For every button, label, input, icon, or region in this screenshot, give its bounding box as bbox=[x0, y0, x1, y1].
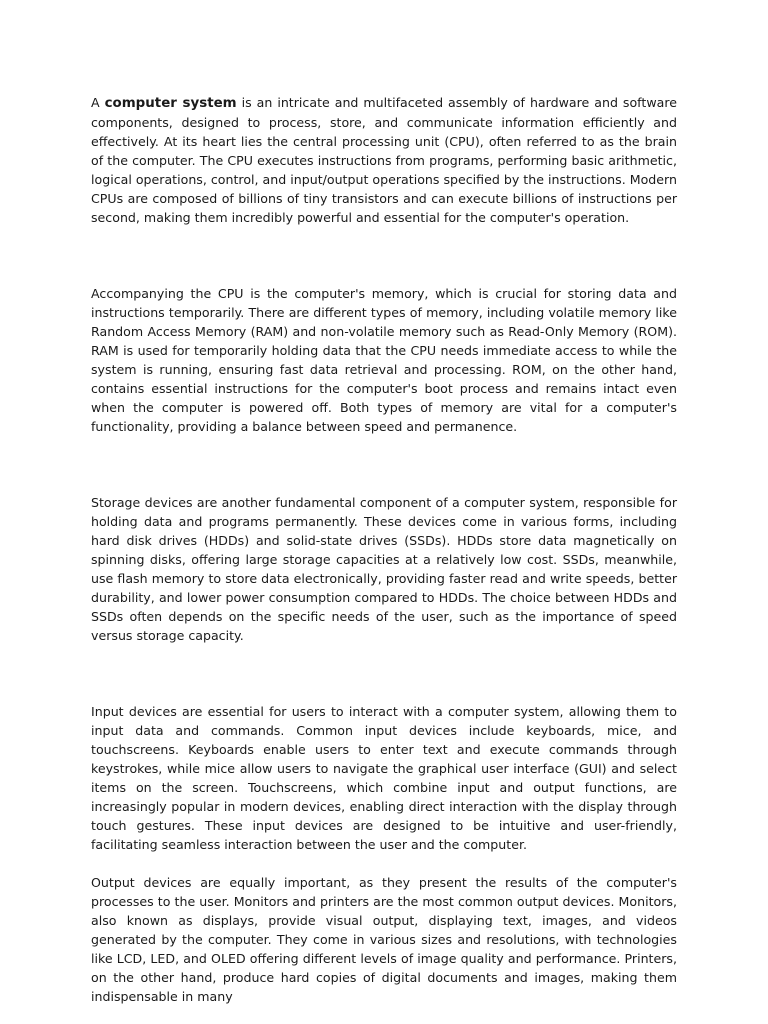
paragraph-input-devices: Input devices are essential for users to interact with a computer system, allowing them to input data and commands. Common input devices include keyboards, mice, and touchscreens. Keyboards enable users to enter text and execute commands through keystrokes, while mice allow users to navigate the graphical user interface (GUI) and select items on the screen. Touchscreens, which combine input and output functions, are increasingly popular in modern devices, enabling direct interaction with the display through touch gestures. These input devices are designed to be intuitive and user-friendly, facilitating seamless interaction between the user and the computer. bbox=[91, 704, 677, 852]
paragraph-memory: Accompanying the CPU is the computer's memory, which is crucial for storing data and instructions temporarily. There are different types of memory, including volatile memory like Random Access Memory (RAM) and non-volatile memory such as Read-Only Memory (ROM). RAM is used for temporarily holding data that the CPU needs immediate access to while the system is running, ensuring fast data retrieval and processing. ROM, on the other hand, contains essential instructions for the computer's boot process and remains intact even when the computer is powered off. Both types of memory are vital for a computer's functionality, providing a balance between speed and permanence. bbox=[91, 286, 677, 434]
paragraph-body: is an intricate and multifaceted assembly of hardware and software components, designed to process, store, and communicate information efficiently and effectively. At its heart lies the central processing unit (CPU), often referred to as the brain of the computer. The CPU executes instructions from programs, performing basic arithmetic, logical operations, control, and input/output operations specified by the instructions. Modern CPUs are composed of billions of tiny transistors and can execute billions of instructions per second, making them incredibly powerful and essential for the computer's operation. bbox=[91, 95, 677, 225]
paragraph-output-devices: Output devices are equally important, as they present the results of the computer's processes to the user. Monitors and printers are the most common output devices. Monitors, also known as displays, provide visual output, displaying text, images, and videos generated by the computer. They come in various sizes and resolutions, with technologies like LCD, LED, and OLED offering different levels of image quality and performance. Printers, on the other hand, produce hard copies of digital documents and images, making them indispensable in many bbox=[91, 875, 677, 1004]
paragraph-lead: A bbox=[91, 95, 105, 110]
paragraph-storage-devices: Storage devices are another fundamental component of a computer system, responsible for holding data and programs permanently. These devices come in various forms, including hard disk drives (HDDs) and solid-state drives (SSDs). HDDs store data magnetically on spinning disks, offering large storage capacities at a relatively low cost. SSDs, meanwhile, use flash memory to store data electronically, providing faster read and write speeds, better durability, and lower power consumption compared to HDDs. The choice between HDDs and SSDs often depends on the specific needs of the user, such as the importance of speed versus storage capacity. bbox=[91, 495, 677, 643]
document-page bbox=[91, 93, 677, 1006]
paragraph-computer-system bbox=[91, 93, 677, 227]
bold-term-computer-system: computer system bbox=[104, 96, 237, 111]
